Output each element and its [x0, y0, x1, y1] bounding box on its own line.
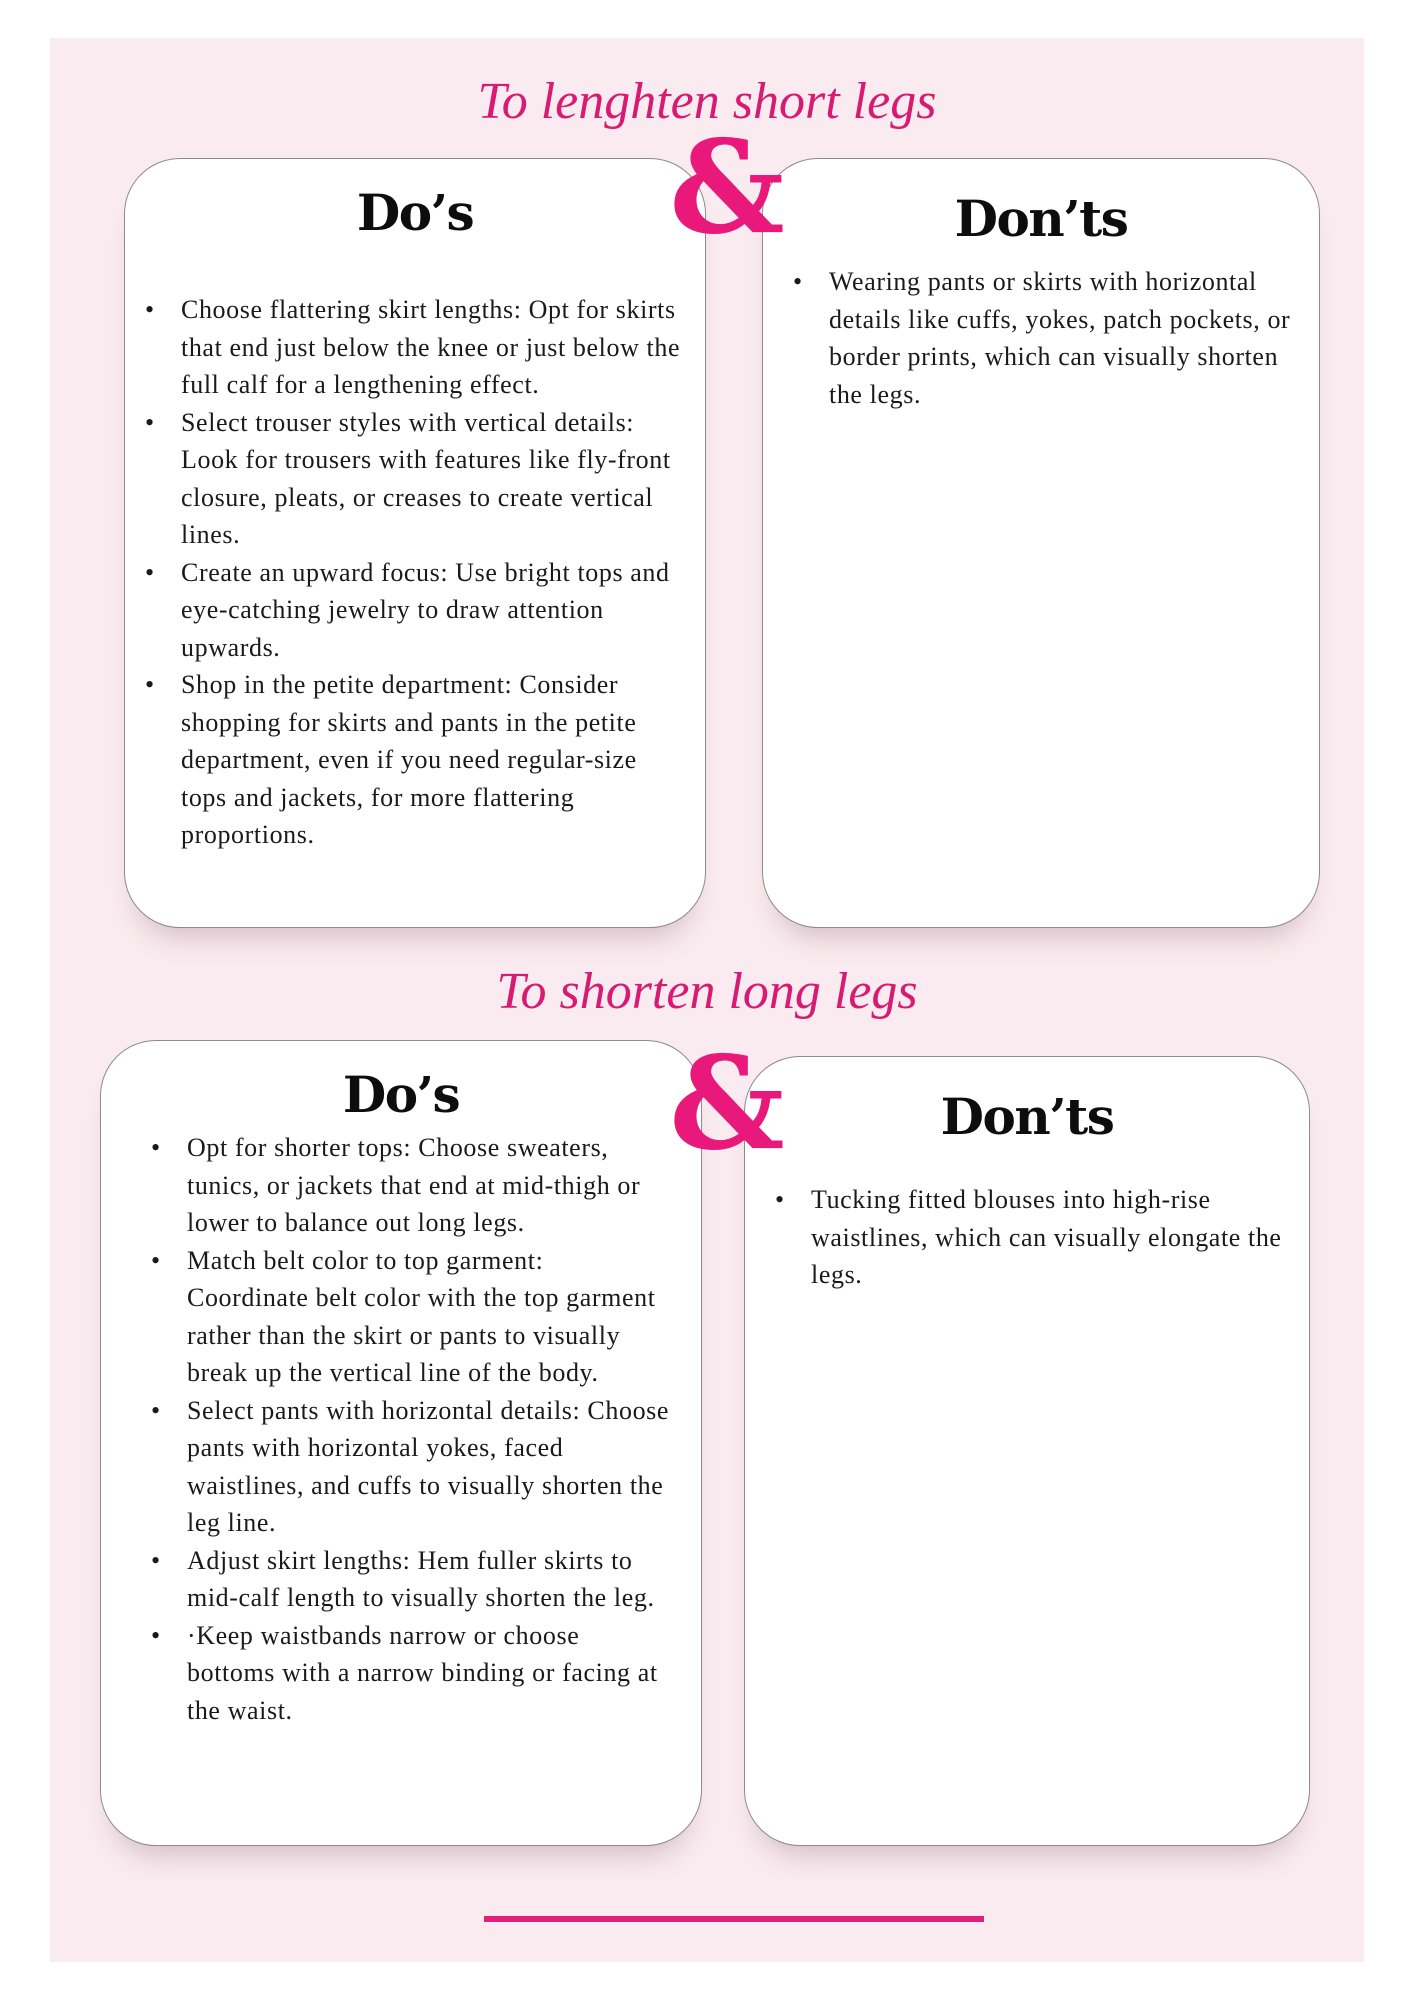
list-item: • Wearing pants or skirts with horizontal details like cuffs, yokes, patch pockets, or border prints, which can visually shorten the legs.	[783, 263, 1303, 413]
list-item: • Opt for shorter tops: Choose sweaters, tunics, or jackets that end at mid-thigh or lower to balance out long legs.	[141, 1129, 671, 1242]
donts-card-long-legs	[744, 1056, 1310, 1846]
list-item: • Select trouser styles with vertical details: Look for trousers with features like fly-front closure, pleats, or creases to create vertical lines.	[135, 404, 685, 554]
bullet-icon: •	[145, 295, 155, 324]
donts-card-short-legs	[762, 158, 1320, 928]
dos-card-long-legs	[100, 1040, 702, 1846]
list-item: • Shop in the petite department: Consider shopping for skirts and pants in the petite department, even if you need regular-size tops and jackets, for more flattering proportions.	[135, 666, 685, 854]
bullet-icon: •	[145, 670, 155, 699]
dos-heading: Do’s	[356, 183, 474, 242]
dos-list	[135, 291, 685, 854]
donts-list	[765, 1181, 1285, 1294]
dos-heading: Do’s	[342, 1065, 460, 1124]
bullet-icon: •	[151, 1620, 161, 1650]
ampersand-icon: &	[669, 1029, 785, 1179]
list-item: • Choose flattering skirt lengths: Opt for skirts that end just below the knee or just below the full calf for a lengthening effect.	[135, 291, 685, 404]
bullet-icon: •	[151, 1545, 161, 1575]
bullet-icon: •	[151, 1245, 161, 1275]
dos-list	[141, 1129, 671, 1729]
dos-card-short-legs	[124, 158, 706, 928]
list-item: • Create an upward focus: Use bright tops and eye-catching jewelry to draw attention upwards.	[135, 554, 685, 667]
list-item: • Match belt color to top garment: Coordinate belt color with the top garment rather than the skirt or pants to visually break up the vertical line of the body.	[141, 1242, 671, 1392]
list-item: • Select pants with horizontal details: Choose pants with horizontal yokes, faced waistlines, and cuffs to visually shorten the leg line.	[141, 1392, 671, 1542]
list-item: • ·Keep waistbands narrow or choose bottoms with a narrow binding or facing at the waist.	[141, 1617, 671, 1730]
section-title-long-legs: To shorten long legs	[496, 963, 918, 1020]
bullet-icon: •	[775, 1185, 785, 1214]
bullet-icon: •	[793, 267, 803, 296]
donts-heading: Don’ts	[954, 189, 1128, 248]
bottom-divider	[484, 1916, 984, 1922]
bullet-icon: •	[145, 407, 155, 437]
section-title-short-legs: To lenghten short legs	[477, 73, 937, 130]
bullet-icon: •	[145, 557, 155, 587]
donts-heading: Don’ts	[940, 1087, 1114, 1146]
bullet-icon: •	[151, 1395, 161, 1425]
ampersand-icon: &	[669, 113, 785, 263]
list-item: • Tucking fitted blouses into high-rise waistlines, which can visually elongate the legs.	[765, 1181, 1285, 1294]
list-item: • Adjust skirt lengths: Hem fuller skirts to mid-calf length to visually shorten the leg.	[141, 1542, 671, 1617]
donts-list	[783, 263, 1303, 413]
bullet-icon: •	[151, 1133, 161, 1162]
